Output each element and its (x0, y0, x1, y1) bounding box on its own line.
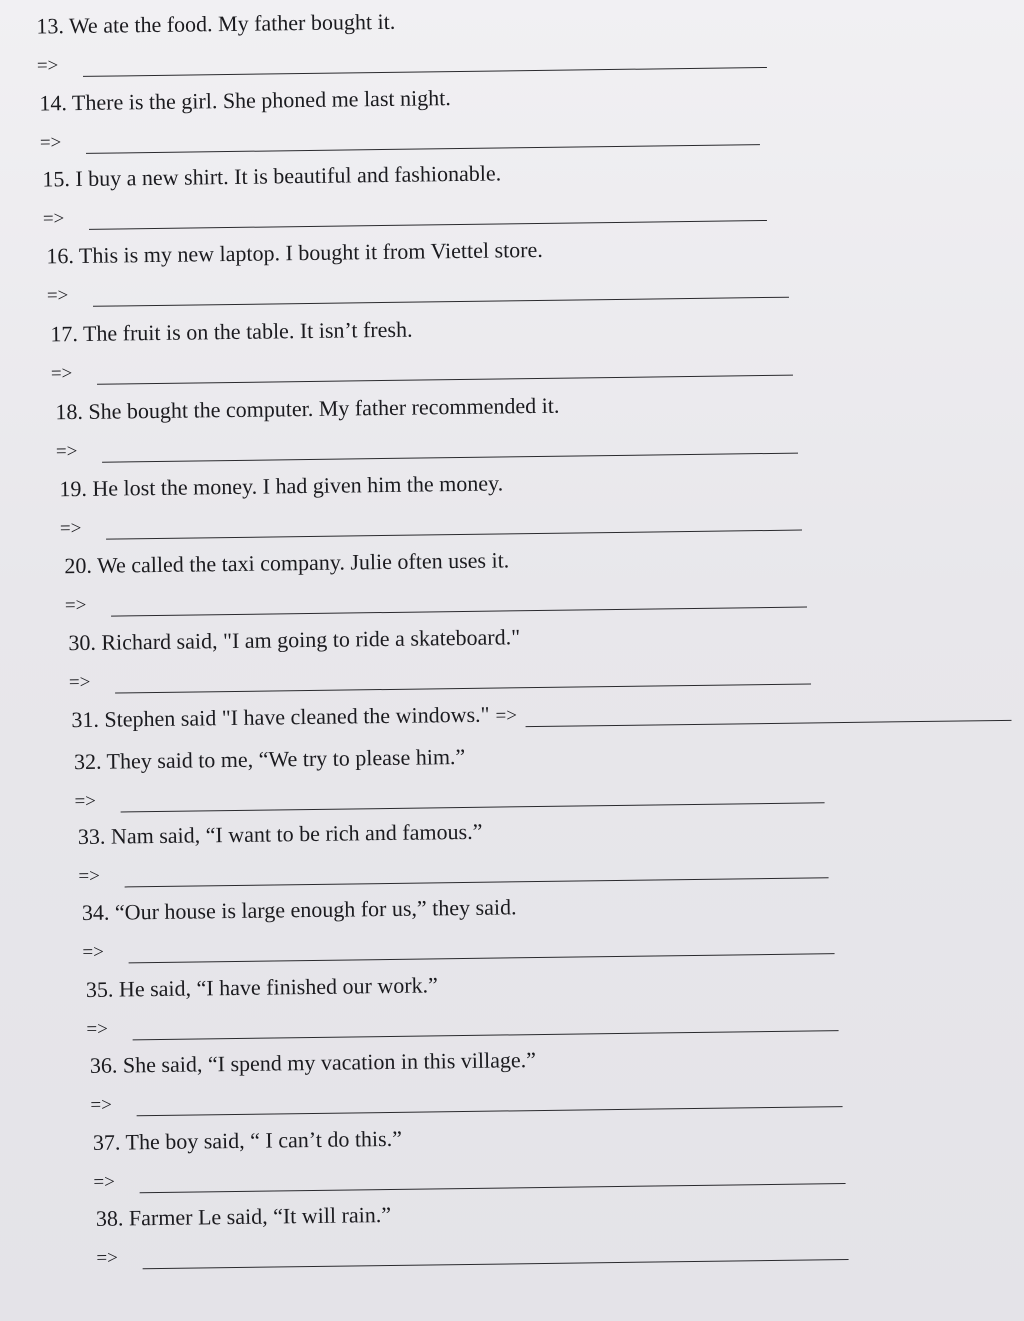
answer-arrow: => (46, 285, 69, 307)
question-37 (93, 1119, 894, 1193)
question-16 (46, 233, 847, 307)
answer-arrow: => (93, 1171, 116, 1193)
answer-blank-line[interactable] (124, 857, 828, 887)
answer-row (86, 1002, 886, 1040)
answer-row (74, 775, 874, 813)
answer-arrow: => (90, 1094, 113, 1116)
answer-blank-line[interactable] (86, 124, 760, 154)
question-text: 36. She said, “I spend my vacation in this village.” (89, 1047, 537, 1078)
answer-row (96, 1231, 896, 1269)
answer-row (40, 116, 840, 154)
answer-row (37, 39, 837, 77)
answer-row (47, 269, 847, 307)
answer-row (82, 926, 882, 964)
answer-arrow: => (68, 671, 91, 694)
question-text: 34. “Our house is large enough for us,” they said. (81, 894, 517, 926)
answer-blank-line[interactable] (89, 200, 767, 230)
question-13 (36, 3, 837, 77)
question-text: 32. They said to me, “We try to please him.” (73, 743, 466, 775)
question-text: 30. Richard said, "I am going to ride a skateboard." (68, 624, 521, 656)
question-33 (78, 814, 879, 888)
answer-blank-line[interactable] (106, 510, 802, 540)
question-text: 38. Farmer Le said, “It will rain.” (95, 1201, 392, 1231)
answer-blank-line[interactable] (102, 433, 798, 463)
answer-arrow: => (78, 865, 101, 888)
answer-arrow: => (64, 594, 87, 617)
answer-blank-line[interactable] (97, 355, 793, 385)
question-30 (68, 620, 869, 694)
answer-arrow: => (59, 517, 82, 540)
answer-row (65, 579, 865, 617)
answer-arrow: => (86, 1018, 109, 1040)
question-34 (82, 890, 883, 964)
answer-blank-line[interactable] (139, 1163, 845, 1193)
answer-blank-line[interactable] (128, 933, 834, 963)
question-17 (50, 311, 851, 385)
answer-row (51, 347, 851, 385)
question-20 (64, 543, 865, 617)
question-text: 33. Nam said, “I want to be rich and famous.” (77, 818, 483, 850)
question-text: 18. She bought the computer. My father recommended it. (55, 392, 560, 425)
question-text: 15. I buy a new shirt. It is beautiful and fashionable. (42, 160, 502, 192)
question-text: 20. We called the taxi company. Julie often uses it. (64, 547, 510, 579)
question-35 (86, 966, 887, 1040)
question-32 (74, 739, 875, 813)
answer-row (60, 502, 860, 540)
answer-arrow: => (82, 941, 105, 964)
answer-blank-line[interactable] (115, 663, 811, 693)
question-text: 19. He lost the money. I had given him the money. (59, 470, 504, 502)
answer-arrow: => (96, 1247, 119, 1269)
answer-row (56, 425, 856, 463)
answer-blank-line[interactable] (142, 1239, 848, 1269)
question-text: 35. He said, “I have finished our work.” (85, 972, 438, 1002)
answer-blank-line[interactable] (111, 586, 807, 616)
answer-row (43, 192, 843, 230)
answer-arrow: => (74, 790, 97, 813)
answer-blank-line[interactable] (136, 1086, 842, 1116)
answer-blank-line[interactable] (525, 700, 1012, 727)
question-18 (55, 389, 856, 463)
question-text: 31. Stephen said "I have cleaned the windows." (71, 701, 490, 733)
answer-row (78, 850, 878, 888)
question-14 (39, 80, 840, 154)
answer-arrow: => (50, 363, 73, 385)
question-text: 17. The fruit is on the table. It isn’t fresh. (50, 316, 413, 347)
answer-arrow: => (36, 55, 59, 77)
answer-blank-line[interactable] (132, 1010, 838, 1040)
question-36 (90, 1042, 891, 1116)
question-text: 16. This is my new laptop. I bought it from Viettel store. (46, 236, 543, 269)
question-text: 13. We ate the food. My father bought it. (36, 8, 396, 39)
answer-arrow: => (55, 441, 78, 463)
question-text: 37. The boy said, “ I can’t do this.” (92, 1125, 403, 1155)
question-19 (59, 466, 860, 540)
answer-arrow: => (39, 132, 62, 154)
answer-blank-line[interactable] (120, 782, 824, 812)
answer-row (93, 1155, 893, 1193)
answer-blank-line[interactable] (93, 277, 789, 307)
question-text: 14. There is the girl. She phoned me last night. (39, 85, 451, 116)
answer-row (69, 656, 869, 694)
answer-blank-line[interactable] (83, 47, 767, 77)
answer-arrow: => (495, 705, 518, 727)
question-38 (96, 1195, 897, 1269)
question-15 (42, 156, 843, 230)
answer-row (90, 1078, 890, 1116)
question-31 (71, 698, 791, 733)
answer-arrow: => (42, 208, 65, 230)
